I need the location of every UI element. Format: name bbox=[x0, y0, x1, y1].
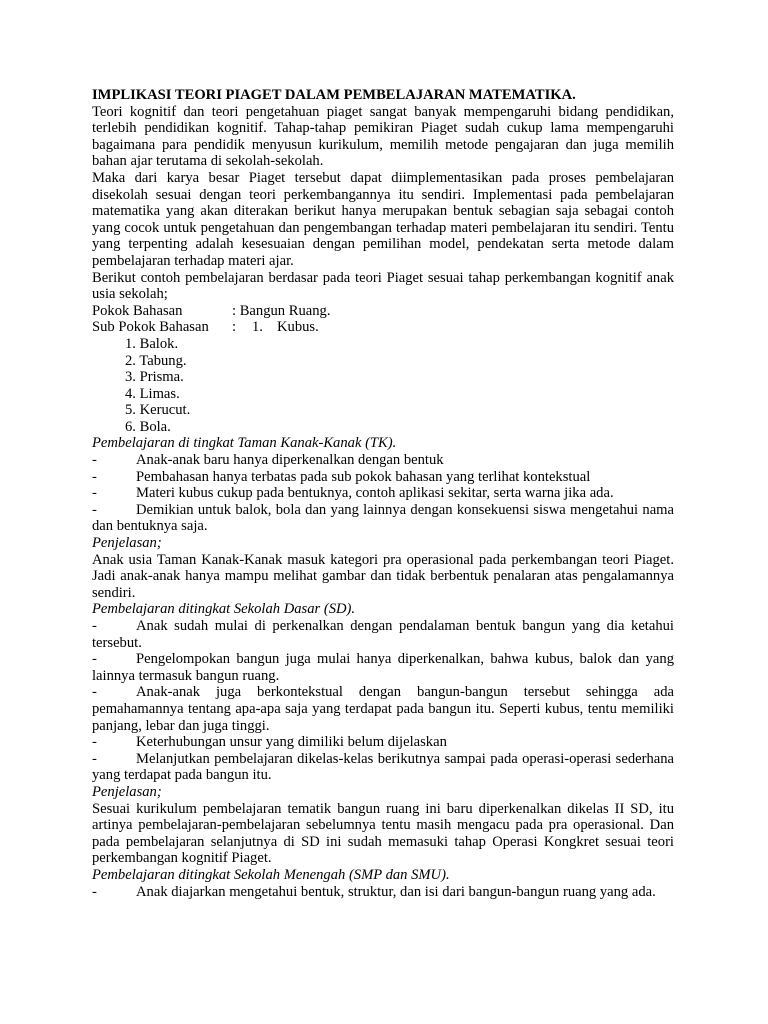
pokok-bahasan-label: Pokok Bahasan bbox=[92, 302, 183, 319]
sd-bullet: - Keterhubungan unsur yang dimiliki belum dijelaskan bbox=[92, 734, 447, 751]
sd-bullet: - Pengelompokan bangun juga mulai hanya diperkenalkan, bahwa kubus, balok dan yang lainnya termasuk bangun ruang. bbox=[92, 651, 674, 684]
tk-bullet: - Demikian untuk balok, bola dan yang lainnya dengan konsekuensi siswa mengetahui nama dan bentuknya saja. bbox=[92, 501, 674, 535]
pokok-bahasan-value: : Bangun Ruang. bbox=[232, 302, 331, 319]
list-item: 2. Tabung. bbox=[125, 352, 187, 369]
intro-paragraph-1: Teori kognitif dan teori pengetahuan piaget sangat banyak mempengaruhi bidang pendidikan, terlebih pendidikan kognitif. Tahap-tahap pemikiran Piaget sudah cukup lama mempengaruhi bagaimana para pendidik menyusun kurikulum, memilih metode pengajaran dan juga memilih bahan ajar terutama di sekolah-sekolah. bbox=[92, 103, 674, 170]
sd-heading: Pembelajaran ditingkat Sekolah Dasar (SD). bbox=[92, 601, 356, 618]
list-item: 5. Kerucut. bbox=[125, 402, 191, 419]
sub-pokok-bahasan-num: 1. bbox=[252, 319, 263, 336]
sd-penjelasan-label: Penjelasan; bbox=[92, 783, 162, 800]
tk-bullet: - Materi kubus cukup pada bentuknya, contoh aplikasi sekitar, serta warna jika ada. bbox=[92, 485, 614, 502]
tk-penjelasan-label: Penjelasan; bbox=[92, 535, 162, 552]
list-item: 4. Limas. bbox=[125, 385, 180, 402]
list-item: 3. Prisma. bbox=[125, 369, 184, 386]
tk-penjelasan: Anak usia Taman Kanak-Kanak masuk kategori pra operasional pada perkembangan teori Piaget. Jadi anak-anak hanya mampu melihat gambar dan tidak berbentuk penalaran atas pengalamannya sendiri. bbox=[92, 551, 674, 601]
list-item: 6. Bola. bbox=[125, 418, 171, 435]
document-title: IMPLIKASI TEORI PIAGET DALAM PEMBELAJARAN MATEMATIKA. bbox=[92, 87, 576, 103]
sub-topic-list bbox=[92, 336, 674, 436]
tk-bullet: - Pembahasan hanya terbatas pada sub pokok bahasan yang terlihat kontekstual bbox=[92, 468, 591, 485]
sd-bullet: - Anak sudah mulai di perkenalkan dengan pendalaman bentuk bangun yang dia ketahui tersebut. bbox=[92, 618, 674, 651]
pokok-bahasan-row bbox=[92, 303, 674, 320]
sub-pokok-bahasan-row bbox=[92, 319, 674, 336]
sub-pokok-bahasan-value: Kubus. bbox=[277, 319, 319, 336]
intro-paragraph-3: Berikut contoh pembelajaran berdasar pada teori Piaget sesuai tahap perkembangan kognitif anak usia sekolah; bbox=[92, 269, 674, 303]
tk-bullet: - Anak-anak baru hanya diperkenalkan dengan bentuk bbox=[92, 452, 444, 469]
smp-heading: Pembelajaran ditingkat Sekolah Menengah (SMP dan SMU). bbox=[92, 866, 450, 883]
sd-bullet: - Anak-anak juga berkontekstual dengan bangun-bangun tersebut sehingga ada pemahamannya tentang apa-apa saja yang terdapat pada bangun itu. Seperti kubus, tentu memiliki panjang, lebar dan juga tinggi. bbox=[92, 684, 674, 734]
sd-penjelasan: Sesuai kurikulum pembelajaran tematik bangun ruang ini baru diperkenalkan dikelas II SD, itu artinya pembelajaran-pembelajaran sebelumnya tentu masih mengacu pada pra operasional. Dan pada pembelajaran selanjutnya di SD ini sudah memasuki tahap Operasi Kongkret sesuai teori perkembangan kognitif Piaget. bbox=[92, 800, 674, 867]
smp-bullet: - Anak diajarkan mengetahui bentuk, struktur, dan isi dari bangun-bangun ruang yang ada. bbox=[92, 883, 656, 900]
list-item: 1. Balok. bbox=[125, 335, 179, 352]
document-body bbox=[92, 87, 674, 900]
sub-pokok-bahasan-sep: : bbox=[232, 319, 237, 336]
tk-heading: Pembelajaran di tingkat Taman Kanak-Kanak (TK). bbox=[92, 435, 397, 452]
sub-pokok-bahasan-label: Sub Pokok Bahasan bbox=[92, 319, 209, 336]
intro-paragraph-2: Maka dari karya besar Piaget tersebut dapat diimplementasikan pada proses pembelajaran disekolah sesuai dengan teori perkembangannya itu sendiri. Implementasi pada pembelajaran matematika yang akan diterakan berikut hanya merupakan bentuk sebagian saja sebagai contoh yang cocok untuk pengetahuan dan pengembangan terhadap materi pembelajaran itu sendiri. Tentu yang terpenting adalah kesesuaian dengan pemilihan model, pendekatan serta metode dalam pembelajaran terhadap materi ajar. bbox=[92, 169, 674, 269]
sd-bullet: - Melanjutkan pembelajaran dikelas-kelas berikutnya sampai pada operasi-operasi sederhana yang terdapat pada bangun itu. bbox=[92, 750, 674, 784]
